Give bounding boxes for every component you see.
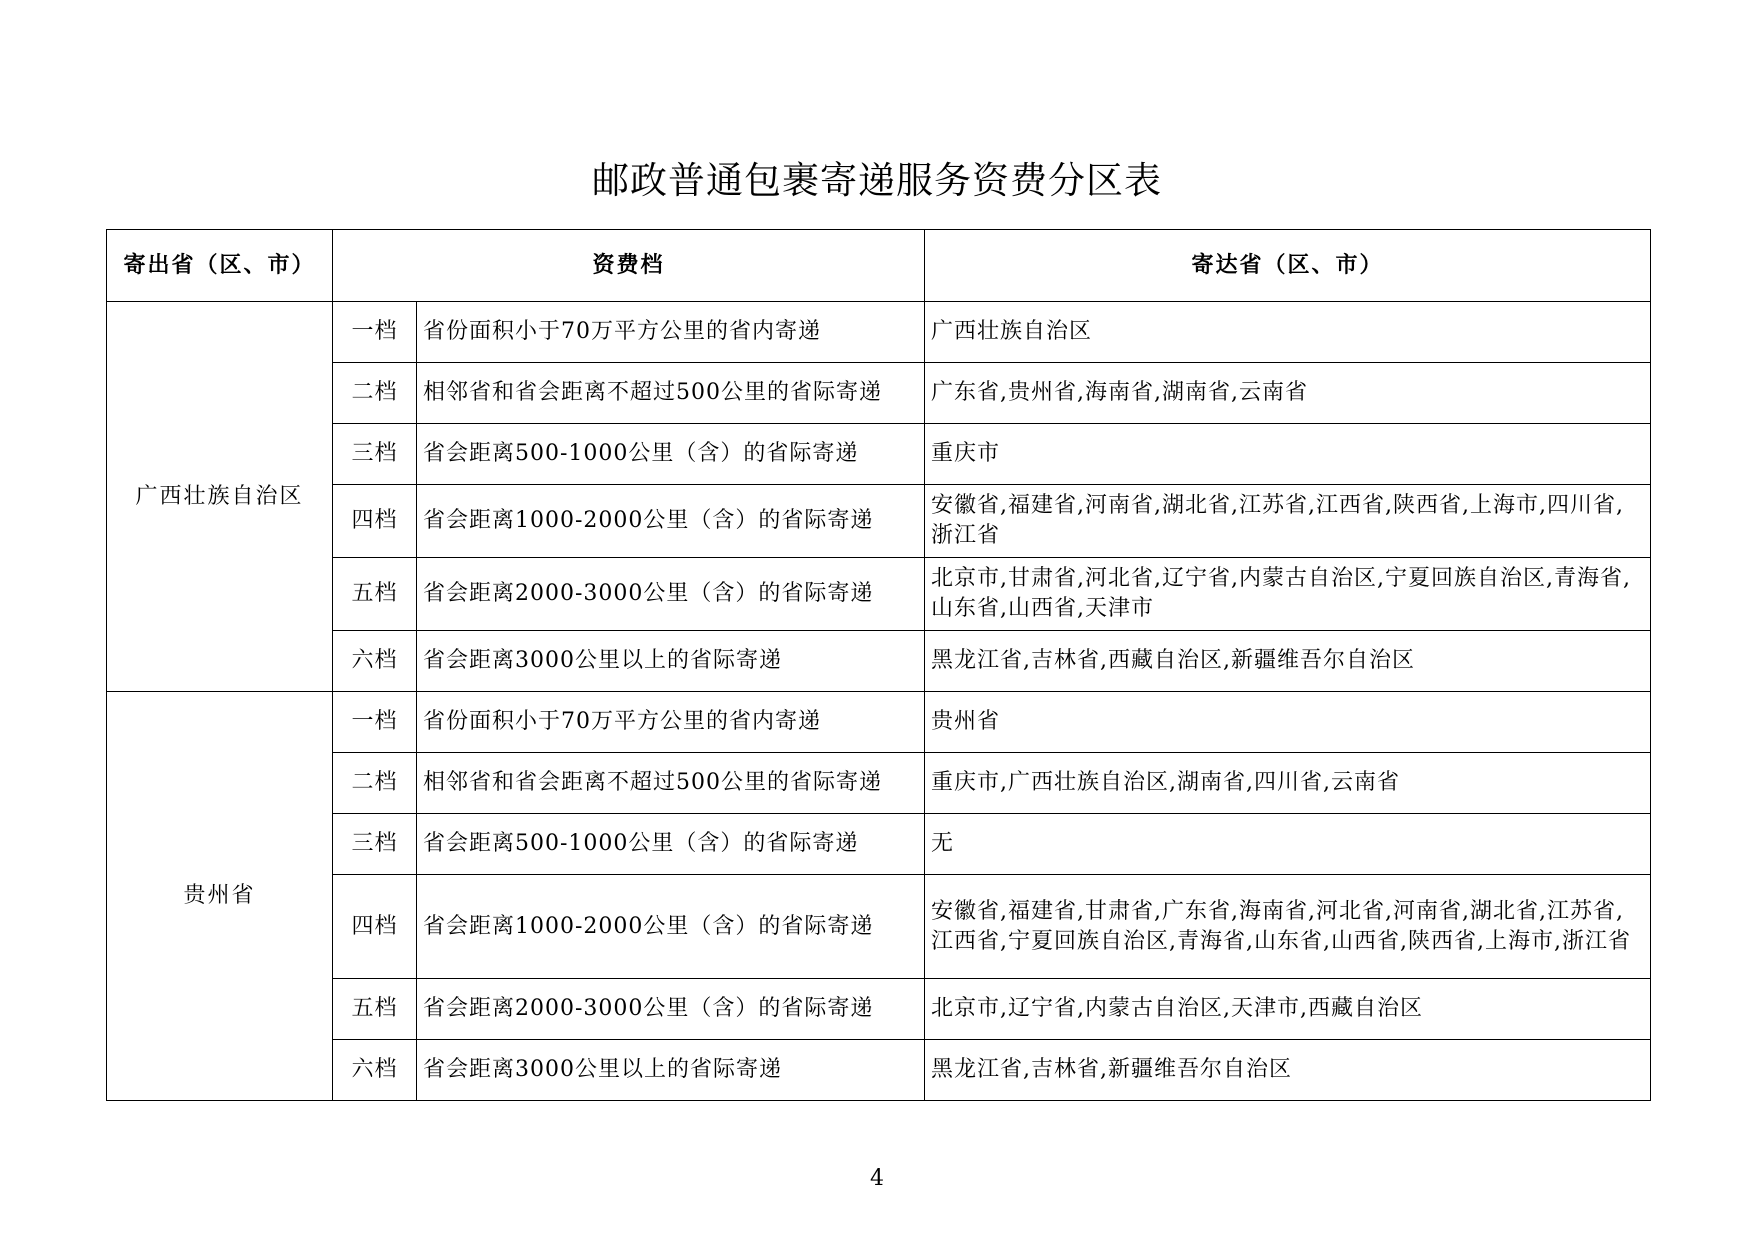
destination-cell: 广西壮族自治区 <box>925 302 1651 363</box>
tier-description-cell: 省会距离2000-3000公里（含）的省际寄递 <box>417 979 925 1040</box>
tier-description-cell: 省份面积小于70万平方公里的省内寄递 <box>417 302 925 363</box>
table-row <box>107 485 1651 558</box>
destination-cell: 广东省,贵州省,海南省,湖南省,云南省 <box>925 363 1651 424</box>
tier-cell: 五档 <box>333 558 417 631</box>
tier-cell: 四档 <box>333 485 417 558</box>
origin-cell: 贵州省 <box>107 692 333 1101</box>
destination-cell: 无 <box>925 814 1651 875</box>
tier-description-cell: 相邻省和省会距离不超过500公里的省际寄递 <box>417 753 925 814</box>
tier-cell: 三档 <box>333 424 417 485</box>
tier-cell: 四档 <box>333 875 417 979</box>
destination-cell: 贵州省 <box>925 692 1651 753</box>
destination-cell: 安徽省,福建省,甘肃省,广东省,海南省,河北省,河南省,湖北省,江苏省,江西省,宁夏回族自治区,青海省,山东省,山西省,陕西省,上海市,浙江省 <box>925 875 1651 979</box>
destination-cell: 北京市,辽宁省,内蒙古自治区,天津市,西藏自治区 <box>925 979 1651 1040</box>
tier-description-cell: 省份面积小于70万平方公里的省内寄递 <box>417 692 925 753</box>
tier-description-cell: 省会距离3000公里以上的省际寄递 <box>417 1040 925 1101</box>
table-row <box>107 979 1651 1040</box>
table-row <box>107 753 1651 814</box>
destination-cell: 北京市,甘肃省,河北省,辽宁省,内蒙古自治区,宁夏回族自治区,青海省,山东省,山西省,天津市 <box>925 558 1651 631</box>
table-row <box>107 875 1651 979</box>
tier-cell: 三档 <box>333 814 417 875</box>
page-title: 邮政普通包裹寄递服务资费分区表 <box>592 159 1162 202</box>
table-row <box>107 424 1651 485</box>
rate-zone-table <box>106 229 1651 1101</box>
tier-cell: 六档 <box>333 631 417 692</box>
table-header-row <box>107 230 1651 302</box>
table-row <box>107 363 1651 424</box>
destination-cell: 黑龙江省,吉林省,新疆维吾尔自治区 <box>925 1040 1651 1101</box>
page-number: 4 <box>870 1166 884 1191</box>
tier-cell: 一档 <box>333 692 417 753</box>
table-row <box>107 1040 1651 1101</box>
tier-cell: 五档 <box>333 979 417 1040</box>
tier-cell: 二档 <box>333 753 417 814</box>
tier-description-cell: 省会距离500-1000公里（含）的省际寄递 <box>417 424 925 485</box>
tier-description-cell: 省会距离3000公里以上的省际寄递 <box>417 631 925 692</box>
table-row <box>107 631 1651 692</box>
destination-cell: 重庆市 <box>925 424 1651 485</box>
tier-cell: 一档 <box>333 302 417 363</box>
destination-cell: 安徽省,福建省,河南省,湖北省,江苏省,江西省,陕西省,上海市,四川省,浙江省 <box>925 485 1651 558</box>
destination-cell: 黑龙江省,吉林省,西藏自治区,新疆维吾尔自治区 <box>925 631 1651 692</box>
tier-cell: 二档 <box>333 363 417 424</box>
header-tier: 资费档 <box>333 230 925 302</box>
header-origin: 寄出省（区、市） <box>107 230 333 302</box>
tier-description-cell: 省会距离1000-2000公里（含）的省际寄递 <box>417 875 925 979</box>
table-row <box>107 558 1651 631</box>
table-row <box>107 692 1651 753</box>
tier-description-cell: 省会距离500-1000公里（含）的省际寄递 <box>417 814 925 875</box>
tier-description-cell: 省会距离1000-2000公里（含）的省际寄递 <box>417 485 925 558</box>
table-row <box>107 814 1651 875</box>
tier-cell: 六档 <box>333 1040 417 1101</box>
header-destination: 寄达省（区、市） <box>925 230 1651 302</box>
origin-cell: 广西壮族自治区 <box>107 302 333 692</box>
table-row <box>107 302 1651 363</box>
destination-cell: 重庆市,广西壮族自治区,湖南省,四川省,云南省 <box>925 753 1651 814</box>
tier-description-cell: 相邻省和省会距离不超过500公里的省际寄递 <box>417 363 925 424</box>
tier-description-cell: 省会距离2000-3000公里（含）的省际寄递 <box>417 558 925 631</box>
